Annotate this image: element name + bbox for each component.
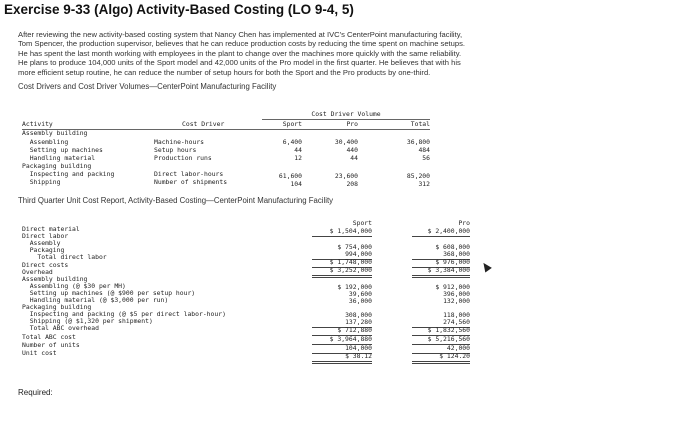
report-pro-handling: 132,000	[443, 297, 470, 305]
driver-row-sport: 44	[294, 146, 302, 154]
driver-row-sport: 6,400	[282, 138, 302, 146]
report-sport-packaging-labor: 994,000	[312, 251, 372, 260]
driver-row-activity: Setting up machines	[22, 146, 103, 154]
driver-row-activity: Handling material	[22, 154, 96, 162]
report-pro-setups: 396,000	[443, 290, 470, 298]
driver-row-activity: Assembling	[22, 138, 69, 146]
report-col-sport: Sport	[352, 219, 372, 227]
intro-paragraph	[18, 30, 538, 77]
driver-row-activity: Inspecting and packing	[22, 170, 115, 178]
driver-row-driver: Direct labor-hours	[154, 170, 224, 178]
driver-row-driver: Machine-hours	[154, 138, 205, 146]
col-total: Total	[410, 120, 430, 128]
report-label: Inspecting and packing (@ $5 per direct labor-hour)	[22, 310, 226, 318]
report-label: Assembly building	[22, 275, 88, 283]
report-pro-packaging-labor: 368,000	[412, 251, 470, 260]
report-label: Shipping (@ $1,320 per shipment)	[22, 317, 153, 325]
driver-row-total: 36,800	[406, 138, 430, 146]
report-label: Assembly	[22, 239, 61, 247]
report-label: Setting up machines (@ $900 per setup hour)	[22, 289, 196, 297]
report-pro-total-overhead: $ 1,832,560	[412, 327, 470, 336]
driver-row-driver: Production runs	[154, 154, 212, 162]
exercise-title: Exercise 9-33 (Algo) Activity-Based Costing (LO 9-4, 5)	[4, 2, 354, 17]
report-pro-total-labor: $ 976,000	[412, 259, 470, 268]
report-sport-units: 104,000	[312, 345, 372, 354]
report-label: Packaging building	[22, 303, 92, 311]
driver-row-total: 312	[418, 180, 430, 188]
report-pro-assembly-labor: $ 608,000	[435, 243, 470, 251]
report-label: Number of units	[22, 341, 80, 349]
report-label: Direct labor	[22, 232, 69, 240]
driver-row-driver: Setup hours	[154, 146, 197, 154]
report-sport-shipping: 137,280	[312, 319, 372, 328]
report-label: Unit cost	[22, 349, 57, 357]
driver-row-activity: Shipping	[22, 178, 61, 186]
driver-row-total: 56	[422, 154, 430, 162]
driver-row-sport: 61,600	[278, 172, 302, 180]
report-heading: Third Quarter Unit Cost Report, Activity-Based Costing—CenterPoint Manufacturing Facility	[18, 196, 334, 205]
driver-row-pro: 440	[346, 146, 358, 154]
report-pro-total-cost: $ 5,216,560	[412, 336, 470, 345]
driver-row-pro: 44	[350, 154, 358, 162]
report-sport-inspecting: 308,000	[345, 311, 372, 319]
report-sport-total-labor: $ 1,748,000	[312, 259, 372, 268]
report-sport-total-cost: $ 3,964,880	[312, 336, 372, 345]
col-sport: Sport	[282, 120, 302, 128]
report-pro-inspecting: 118,000	[443, 311, 470, 319]
report-sport-handling: 36,000	[348, 297, 372, 305]
report-label: Assembling (@ $30 per MH)	[22, 282, 126, 290]
report-pro-shipping: 274,560	[412, 319, 470, 328]
report-sport-total-overhead: $ 712,880	[312, 327, 372, 336]
driver-row-total: 484	[418, 146, 430, 154]
col-pro: Pro	[346, 120, 358, 128]
report-label: Direct costs	[22, 261, 69, 269]
report-sport-direct-costs: $ 3,252,000	[312, 267, 372, 278]
drivers-heading: Cost Drivers and Cost Driver Volumes—CenterPoint Manufacturing Facility	[18, 82, 277, 91]
report-label: Overhead	[22, 268, 53, 276]
report-label: Direct material	[22, 225, 80, 233]
driver-row-sport: 12	[294, 154, 302, 162]
report-sport-assembling: $ 192,000	[337, 283, 372, 291]
report-label: Handling material (@ $3,000 per run)	[22, 296, 169, 304]
col-driver: Cost Driver	[182, 120, 225, 128]
report-sport-assembly-labor: $ 754,000	[337, 243, 372, 251]
report-label: Packaging	[22, 246, 65, 254]
report-pro-material: $ 2,400,000	[412, 228, 470, 237]
driver-row-pro: 30,400	[334, 138, 358, 146]
driver-row-pro: 208	[346, 180, 358, 188]
report-pro-units: 42,000	[412, 345, 470, 354]
report-sport-unit-cost: $ 38.12	[312, 353, 372, 364]
report-sport-setups: 39,600	[348, 290, 372, 298]
report-label: Total ABC cost	[22, 333, 76, 341]
driver-row-activity: Assembly building	[22, 129, 88, 137]
mouse-cursor-icon	[480, 261, 492, 273]
intro-line: He plans to produce 104,000 units of the Sport model and 42,000 units of the Pro model in the first quarter. He believes that with his	[18, 58, 461, 68]
intro-line: Tom Spencer, the production supervisor, believes that he can reduce production costs by reducing the time spent on machine setups.	[18, 39, 466, 49]
report-pro-assembling: $ 912,000	[435, 283, 470, 291]
report-pro-direct-costs: $ 3,384,000	[412, 267, 470, 278]
report-label: Total ABC overhead	[22, 324, 99, 332]
report-label: Total direct labor	[22, 253, 107, 261]
col-activity: Activity	[22, 120, 53, 128]
required-label: Required:	[18, 388, 53, 397]
intro-line: more efficient setup routine, he can reduce the number of setup hours for both the Sport and the Pro products by one-third.	[18, 67, 431, 77]
group-header: Cost Driver Volume	[311, 110, 381, 118]
driver-row-driver: Number of shipments	[154, 178, 228, 186]
driver-row-activity: Packaging building	[22, 162, 92, 170]
driver-row-sport: 104	[290, 180, 302, 188]
intro-line: After reviewing the new activity-based costing system that Nancy Chen has implemented at IVC's CenterPoint manufacturing facility,	[18, 30, 463, 39]
report-col-pro: Pro	[458, 219, 470, 227]
report-pro-unit-cost: $ 124.20	[412, 353, 470, 364]
intro-line: He has spent the last month working with employees in the plant to change over the machines more quickly with the same reliability.	[18, 48, 462, 58]
report-sport-material: $ 1,504,000	[312, 228, 372, 237]
driver-row-pro: 23,600	[334, 172, 358, 180]
driver-row-total: 85,200	[406, 172, 430, 180]
